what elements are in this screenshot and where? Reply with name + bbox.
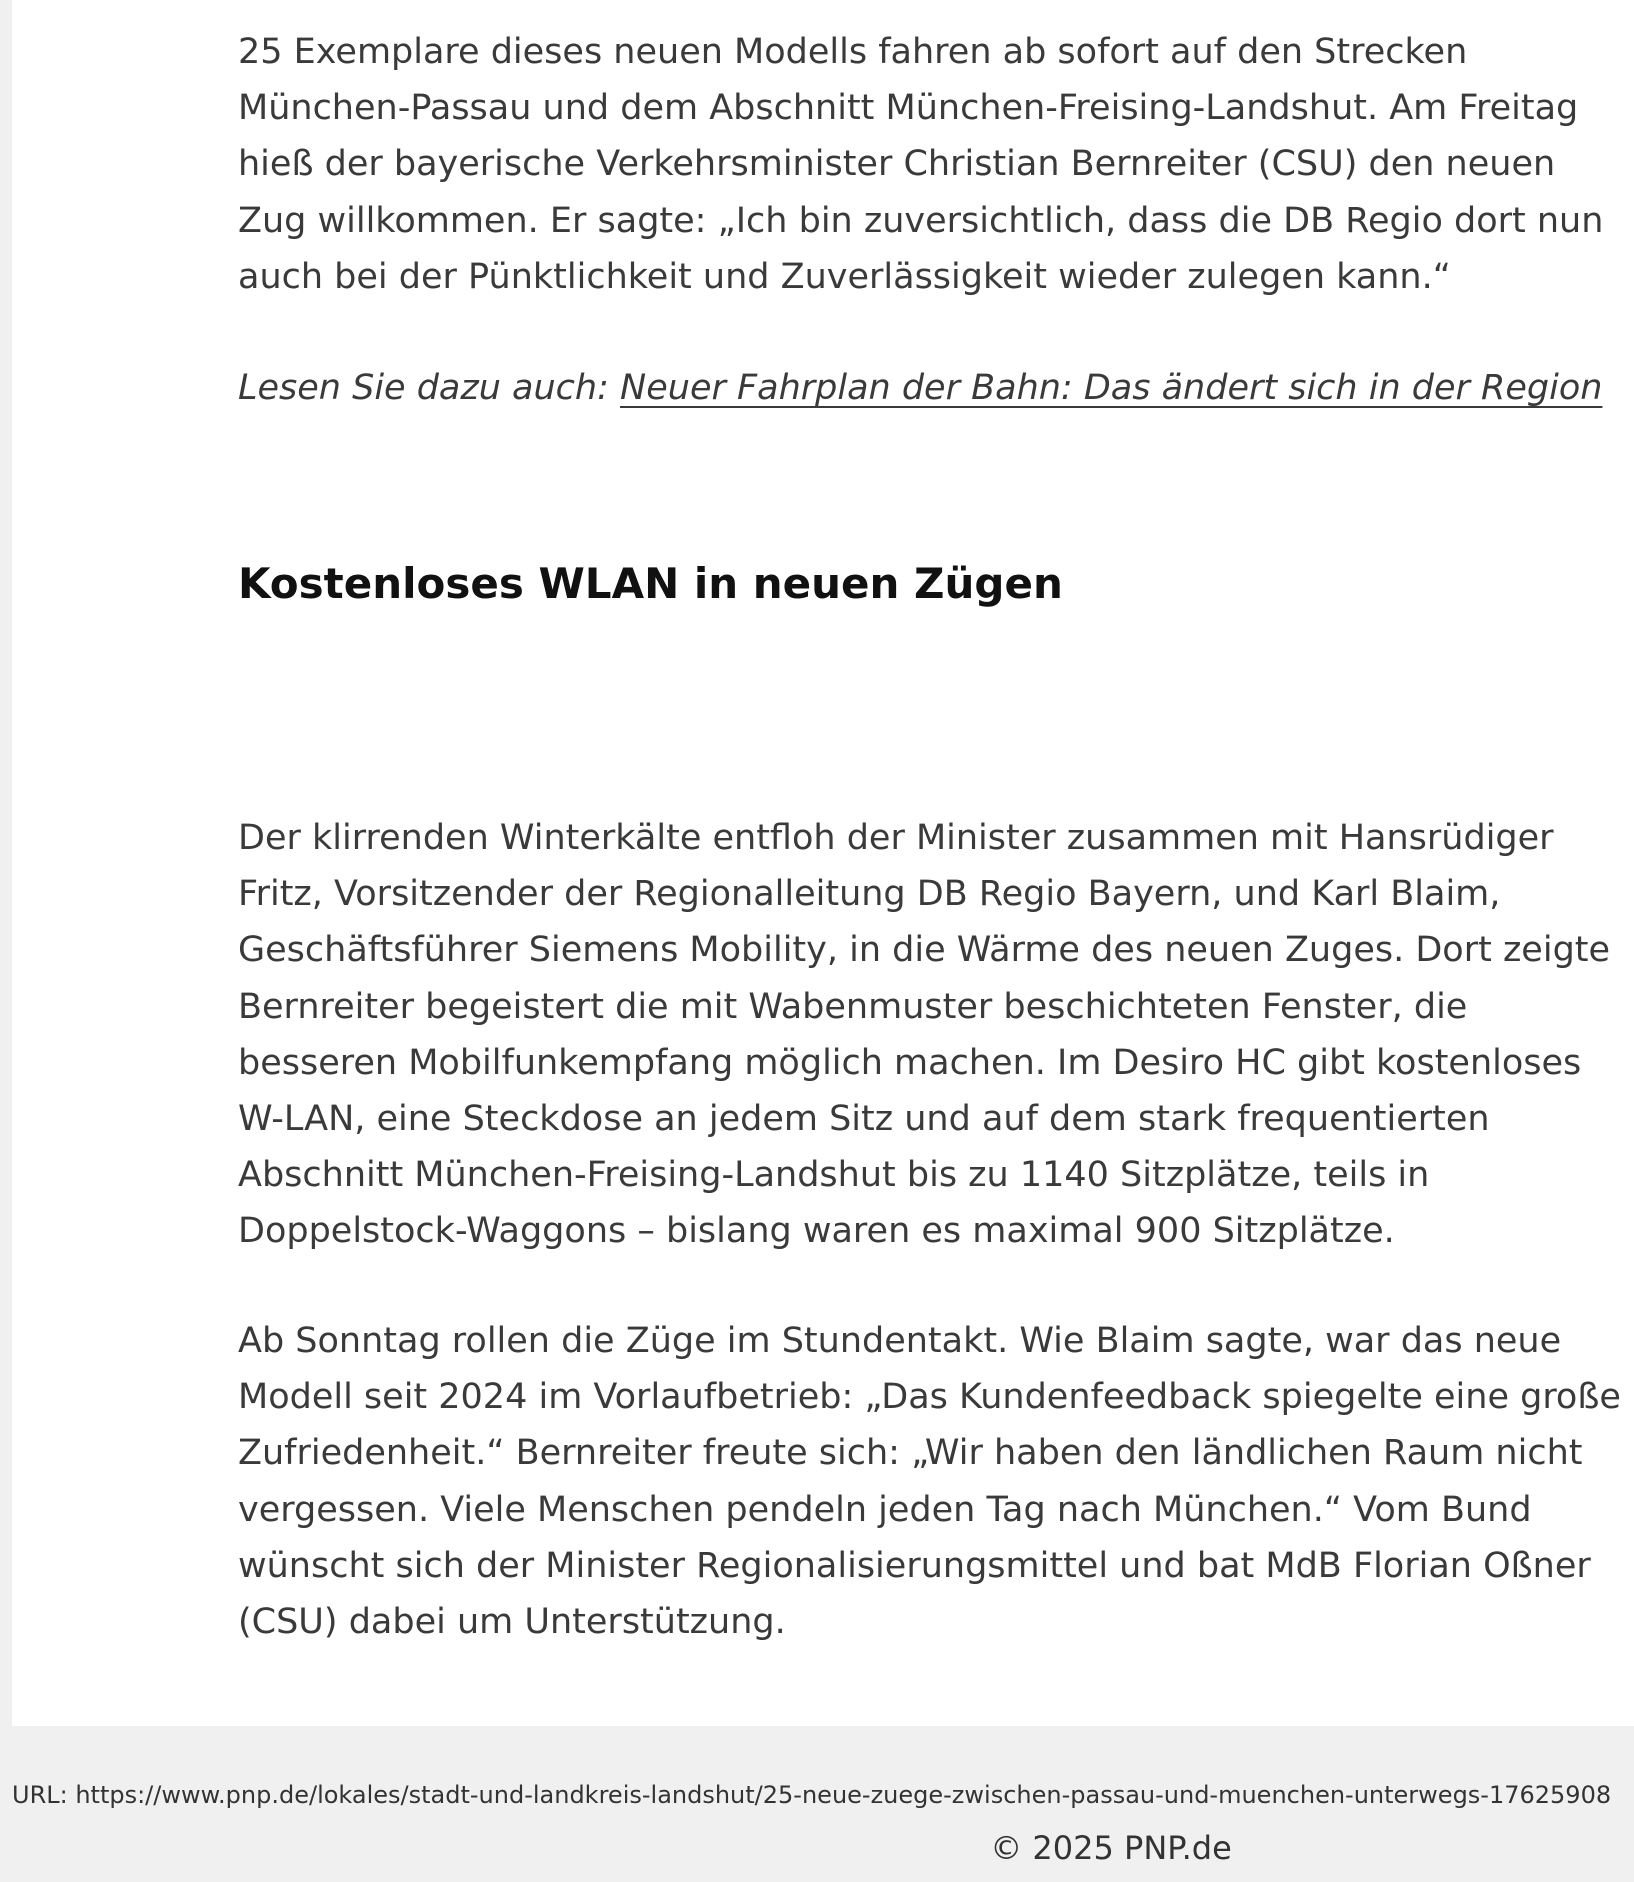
page-url: URL: https://www.pnp.de/lokales/stadt-und-landkreis-landshut/25-neue-zuege-zwischen-passau-und-muenchen-unterwegs-17625908 — [12, 1781, 1612, 1809]
read-more-link[interactable]: Neuer Fahrplan der Bahn: Das ändert sich in der Region — [620, 368, 1603, 409]
section-heading: Kostenloses WLAN in neuen Zügen — [238, 559, 1063, 608]
article-paragraph-3: Ab Sonntag rollen die Züge im Stundentakt. Wie Blaim sagte, war das neue Modell seit 2024 im Vorlaufbetrieb: „Das Kundenfeedback spiegelte eine große Zufriedenheit.“ Bernreiter freute sich: „Wir haben den ländlichen Raum nicht vergessen. Viele Menschen pendeln jeden Tag nach München.“ Vom Bund wünscht sich der Minister Regionalisierungsmittel und bat MdB Florian Oßner (CSU) dabei um Unterstützung. — [238, 1321, 1621, 1643]
read-more-line — [238, 360, 1622, 416]
article-paragraph-2: Der klirrenden Winterkälte entfloh der Minister zusammen mit Hansrüdiger Fritz, Vorsitzender der Regionalleitung DB Regio Bayern, und Karl Blaim, Geschäftsführer Siemens Mobility, in die Wärme des neuen Zuges. Dort zeigte Bernreiter begeistert die mit Wabenmuster beschichteten Fenster, die besseren Mobilfunkempfang möglich machen. Im Desiro HC gibt kostenloses W-LAN, eine Steckdose an jedem Sitz und auf dem stark frequentierten Abschnitt München-Freising-Landshut bis zu 1140 Sitzplätze, teils in Doppelstock-Waggons – bislang waren es maximal 900 Sitzplätze. — [238, 818, 1611, 1252]
article-top-section — [238, 24, 1622, 416]
copyright-notice: © 2025 PNP.de — [990, 1829, 1232, 1867]
article-paragraph-1: 25 Exemplare dieses neuen Modells fahren ab sofort auf den Strecken München-Passau und dem Abschnitt München-Freising-Landshut. Am Freitag hieß der bayerische Verkehrsminister Christian Bernreiter (CSU) den neuen Zug willkommen. Er sagte: „Ich bin zuversichtlich, dass die DB Regio dort nun auch bei der Pünktlichkeit und Zuverlässigkeit wieder zulegen kann.“ — [238, 32, 1604, 297]
read-more-prefix: Lesen Sie dazu auch: — [238, 368, 609, 409]
